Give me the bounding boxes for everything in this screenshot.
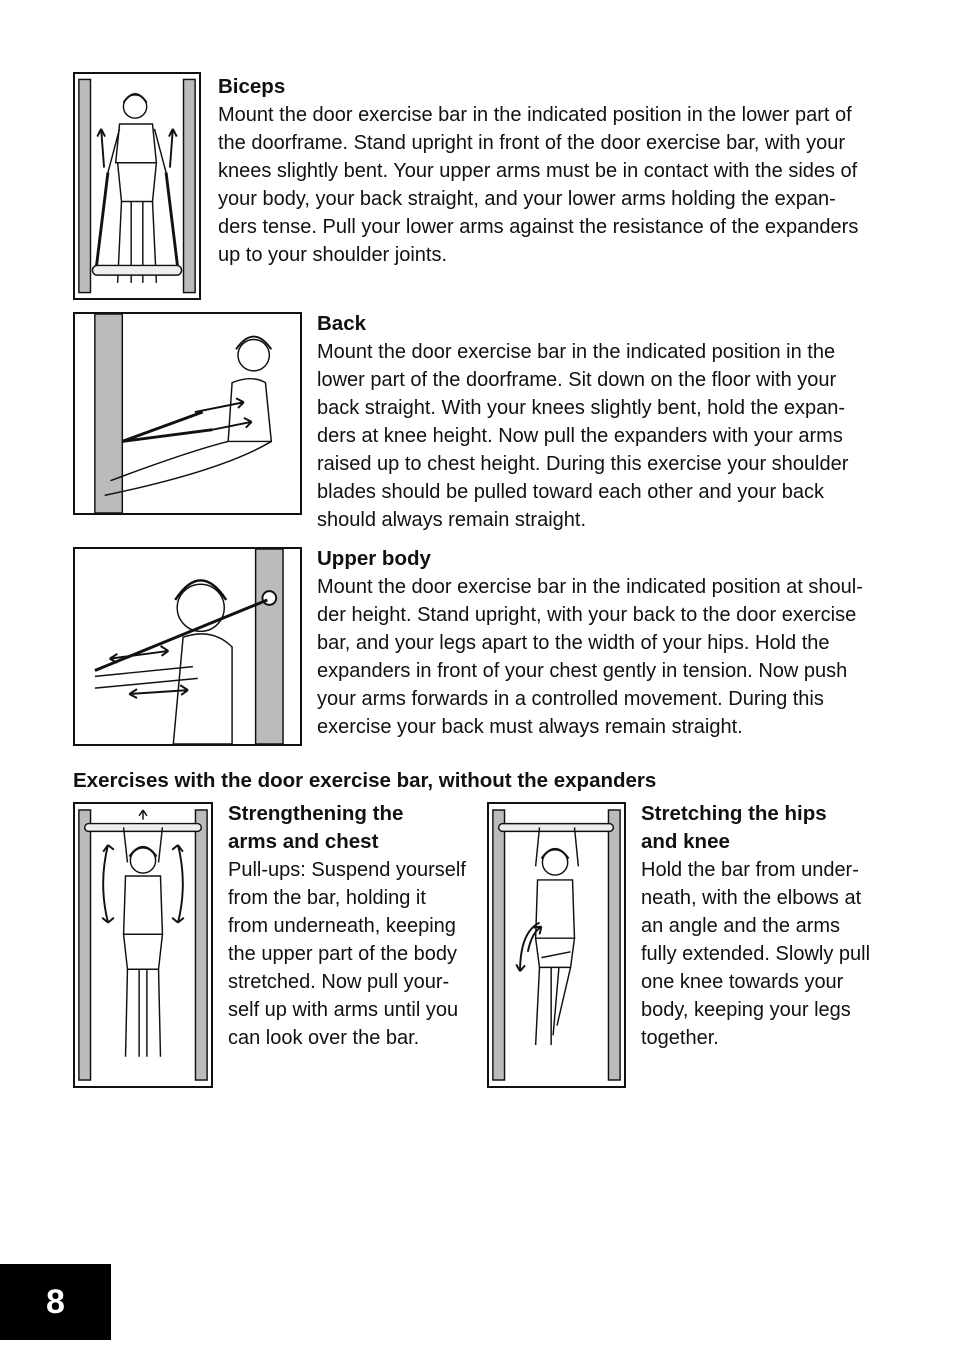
strengthening-illustration <box>73 802 213 1088</box>
back-title: Back <box>317 312 367 335</box>
back-figure-drawing <box>75 314 300 513</box>
strengthening-text: Pull-ups: Suspend yourself from the bar, holding it from underneath, keeping the upper part of the body stretched. Now pull your- self up with arms until you can look over the bar. <box>228 859 466 1049</box>
section-heading: Exercises with the door exercise bar, without the expanders <box>73 769 657 792</box>
stretching-title: Stretching the hips and knee <box>641 802 827 853</box>
biceps-title: Biceps <box>218 75 286 98</box>
stretching-figure-drawing <box>489 804 624 1086</box>
back-section <box>317 310 907 534</box>
back-text: Mount the door exercise bar in the indicated position in the lower part of the doorframe. Sit down on the floor with your back straight. With your knees slightly bent, hold the expan- ders at knee height. Now pull the expanders with your arms raised up to chest height. During this exercise your shoulder blades should be pulled toward each other and your back should always remain straight. <box>317 341 849 531</box>
biceps-illustration <box>73 72 201 300</box>
strengthening-title: Strengthening the arms and chest <box>228 802 404 853</box>
upper-body-section <box>317 545 907 741</box>
biceps-section <box>218 73 898 269</box>
upper-body-illustration <box>73 547 302 746</box>
stretching-illustration <box>487 802 626 1088</box>
biceps-text: Mount the door exercise bar in the indicated position in the lower part of the doorframe. Stand upright in front of the door exercise bar, with your knees slightly bent. Your upper arms must be in contact with the sides of your body, your back straight, and your lower arms holding the expan- ders tense. Pull your lower arms against the resistance of the expanders up to your shoulder joints. <box>218 104 859 266</box>
upper-body-title: Upper body <box>317 547 431 570</box>
stretching-section <box>641 800 891 1052</box>
back-illustration <box>73 312 302 515</box>
strengthening-section <box>228 800 478 1052</box>
stretching-text: Hold the bar from under- neath, with the elbows at an angle and the arms fully extended. Slowly pull one knee towards your body, keeping your legs together. <box>641 859 871 1049</box>
biceps-figure-drawing <box>75 74 199 298</box>
upper-body-figure-drawing <box>75 549 300 744</box>
upper-body-text: Mount the door exercise bar in the indicated position at shoul- der height. Stand upright, with your back to the door exercise bar, and your legs apart to the width of your hips. Hold the expanders in front of your chest gently in tension. Now push your arms forwards in a controlled movement. During this exercise your back must always remain straight. <box>317 576 863 738</box>
strengthening-figure-drawing <box>75 804 211 1086</box>
page-number: 8 <box>0 1264 111 1340</box>
